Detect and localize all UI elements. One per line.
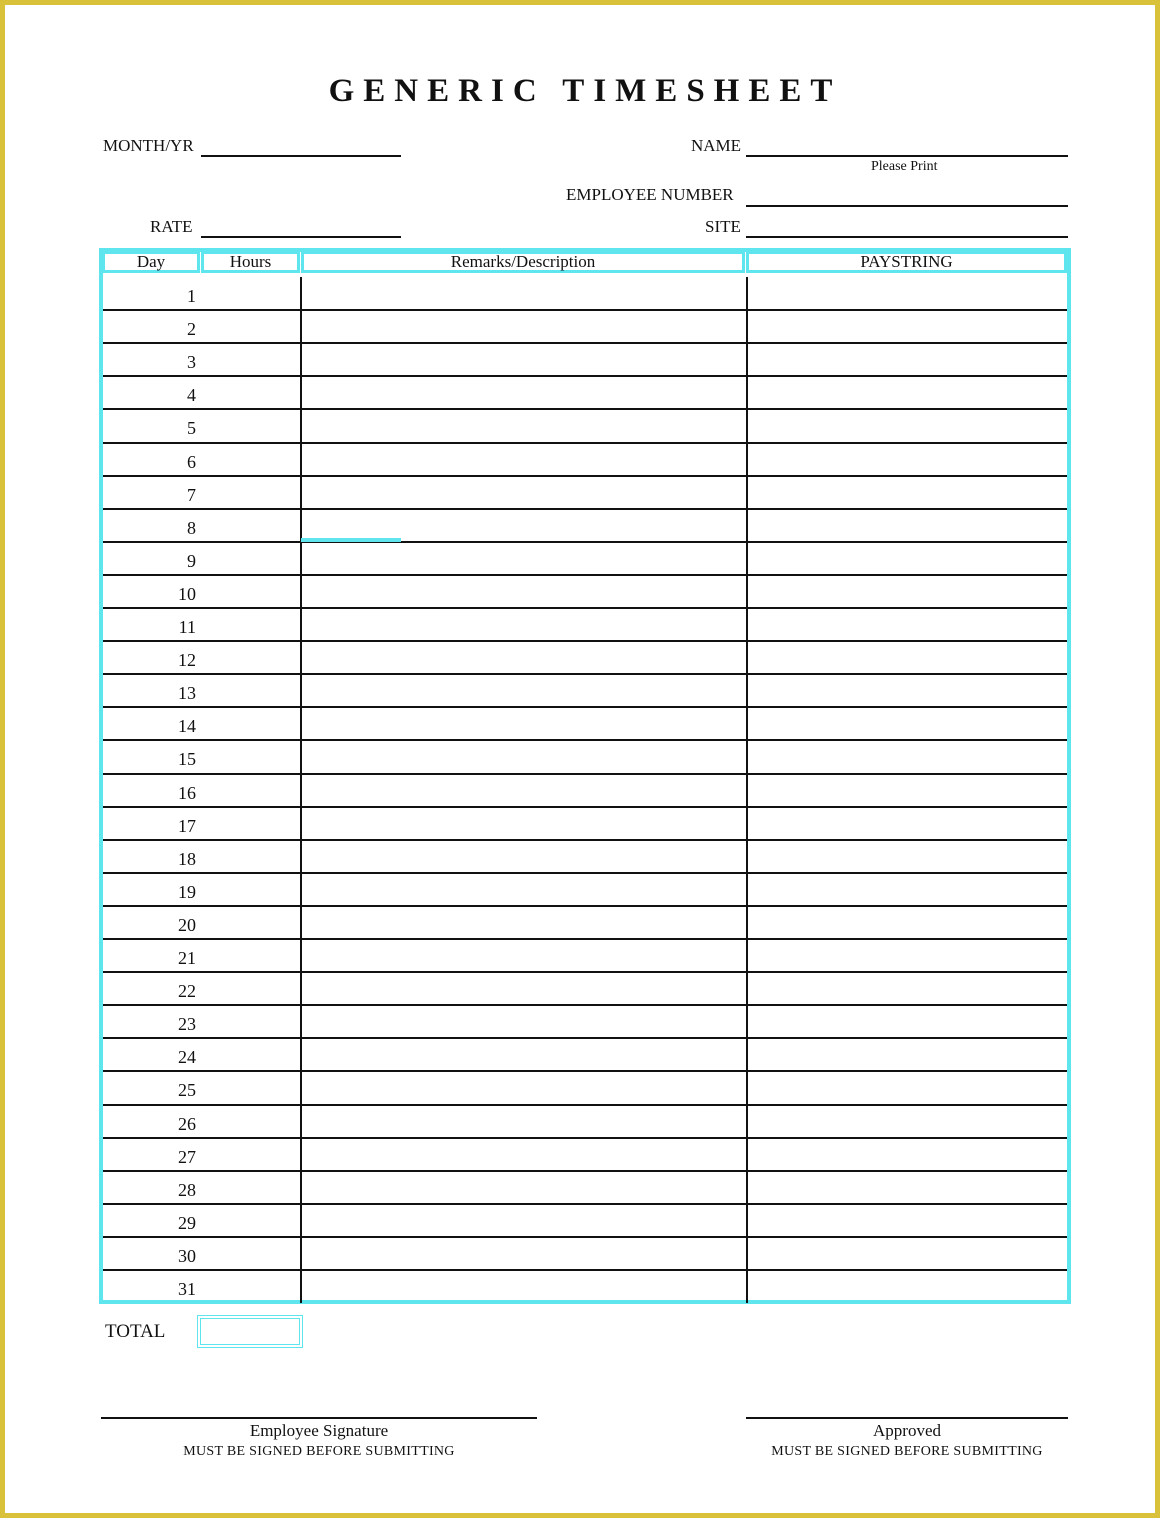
row-divider [103,1004,1067,1006]
day-number: 12 [178,650,196,671]
row-divider [103,938,1067,940]
day-number: 5 [187,418,196,439]
day-number: 10 [178,583,196,604]
approved-note: MUST BE SIGNED BEFORE SUBMITTING [771,1444,1043,1459]
day-number: 24 [178,1047,196,1068]
rate-field[interactable] [201,236,401,238]
day-number: 19 [178,881,196,902]
row-divider [103,1137,1067,1139]
day-number: 26 [178,1113,196,1134]
name-label: NAME [691,136,742,155]
day-number: 22 [178,981,196,1002]
row-divider [103,1203,1067,1205]
row-divider [103,1236,1067,1238]
row-divider [103,640,1067,642]
row-divider [103,375,1067,377]
page-title: GENERIC TIMESHEET [328,73,842,109]
row-divider [103,1037,1067,1039]
month-yr-field[interactable] [201,155,401,157]
day-number: 27 [178,1146,196,1167]
day-number: 3 [187,352,196,373]
header-remarks: Remarks/Description [301,251,745,273]
day-number: 16 [178,782,196,803]
day-number: 18 [178,848,196,869]
row-divider [103,607,1067,609]
total-hours-field[interactable] [197,1315,303,1348]
day-number: 28 [178,1179,196,1200]
cell-highlight-mark [301,538,401,542]
row-divider [103,905,1067,907]
row-divider [103,342,1067,344]
day-number: 2 [187,319,196,340]
day-number: 23 [178,1014,196,1035]
row-divider [103,1070,1067,1072]
day-number: 31 [178,1279,196,1299]
day-number: 7 [187,484,196,505]
name-field[interactable] [746,155,1068,157]
site-field[interactable] [746,236,1068,238]
employee-number-field[interactable] [746,205,1068,207]
column-divider [300,277,302,1303]
row-divider [103,508,1067,510]
rate-label: RATE [150,217,193,236]
day-number: 21 [178,948,196,968]
row-divider [103,971,1067,973]
day-number: 8 [187,517,196,538]
day-number: 11 [178,617,196,637]
total-label: TOTAL [105,1321,166,1342]
day-number: 13 [178,683,196,704]
row-divider [103,309,1067,311]
day-number: 20 [178,914,196,935]
site-label: SITE [705,217,741,236]
day-number: 9 [187,550,196,571]
day-number: 25 [178,1080,196,1101]
please-print-note: Please Print [871,159,938,174]
day-number: 15 [178,749,196,770]
row-divider [103,541,1067,543]
row-divider [103,739,1067,741]
row-divider [103,574,1067,576]
day-number: 4 [187,385,196,406]
day-number: 29 [178,1212,196,1233]
row-divider [103,1269,1067,1271]
timesheet-table [99,248,1071,1304]
employee-signature-line[interactable] [101,1417,537,1419]
row-divider [103,773,1067,775]
row-divider [103,1170,1067,1172]
row-divider [103,475,1067,477]
approved-signature-line[interactable] [746,1417,1068,1419]
row-divider [103,442,1067,444]
day-number: 6 [187,451,196,472]
row-divider [103,408,1067,410]
header-hours: Hours [201,251,300,273]
employee-signature-label: Employee Signature [249,1421,389,1440]
day-number: 14 [178,716,196,737]
employee-number-label: EMPLOYEE NUMBER [566,185,734,204]
day-number: 17 [178,815,196,836]
header-paystring: PAYSTRING [746,251,1067,273]
row-divider [103,839,1067,841]
row-divider [103,673,1067,675]
row-divider [103,806,1067,808]
row-divider [103,872,1067,874]
approved-label: Approved [873,1421,941,1440]
employee-signature-note: MUST BE SIGNED BEFORE SUBMITTING [183,1444,455,1459]
header-day: Day [102,251,200,273]
month-yr-label: MONTH/YR [103,136,194,155]
day-number: 1 [187,286,196,306]
row-divider [103,1104,1067,1106]
row-divider [103,706,1067,708]
column-divider [746,277,748,1303]
day-number: 30 [178,1245,196,1266]
